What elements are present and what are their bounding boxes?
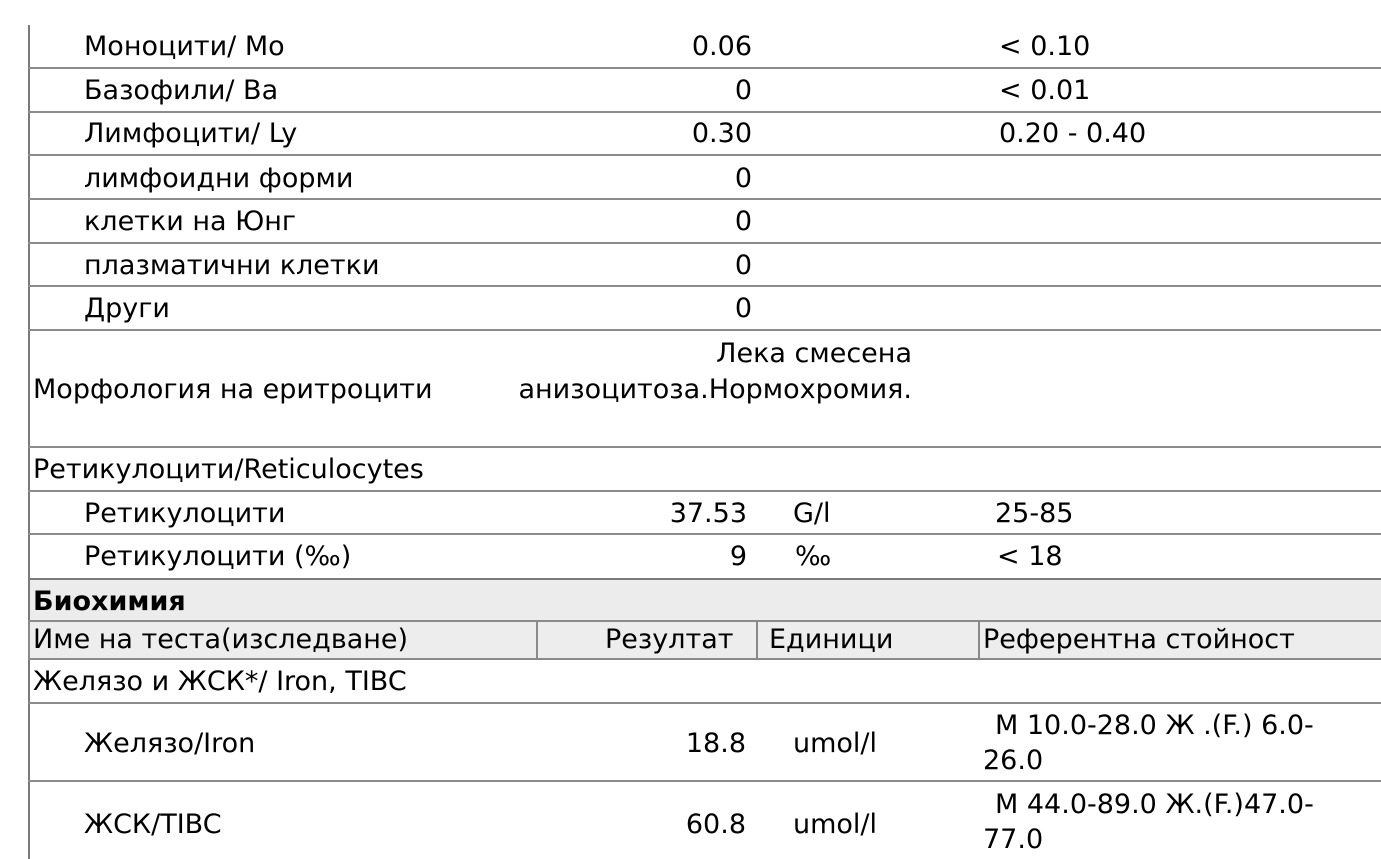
test-result: 0 <box>734 206 752 237</box>
test-reference: < 18 <box>997 541 1063 572</box>
test-reference-line1: М 44.0-89.0 Ж.(F.)47.0- <box>995 789 1314 820</box>
test-name: Морфология на еритроцити <box>33 374 433 405</box>
column-header-result-label: Резултат <box>605 624 734 655</box>
row-divider <box>28 533 1381 535</box>
test-result: 9 <box>729 541 747 572</box>
test-result: 0.06 <box>691 31 752 62</box>
group-title: Желязо и ЖСК*/ Iron, TIBC <box>33 666 407 697</box>
test-unit: ‰ <box>795 541 832 572</box>
test-result: 0 <box>734 293 752 324</box>
test-name: Други <box>84 293 170 324</box>
section-title: Биохимия <box>33 586 186 617</box>
test-name: Ретикулоцити (‰) <box>84 541 352 572</box>
table-left-border-lower <box>28 660 30 859</box>
test-reference: 25-85 <box>995 498 1074 529</box>
row-divider <box>28 285 1381 287</box>
test-result-line2: анизоцитоза.Нормохромия. <box>518 374 912 405</box>
test-result: 0.30 <box>691 118 752 149</box>
test-name: ЖСК/TIBC <box>84 809 222 840</box>
test-name: лимфоидни форми <box>84 163 354 194</box>
column-header-test-label: Име на теста(изследване) <box>33 624 409 655</box>
column-header-units-label: Единици <box>769 624 894 655</box>
row-divider <box>28 198 1381 200</box>
test-name: плазматични клетки <box>84 250 380 281</box>
test-result-line1: Лека смесена <box>716 338 912 369</box>
test-reference-line2: 77.0 <box>983 824 1044 855</box>
row-divider <box>28 154 1381 156</box>
row-divider <box>28 329 1381 331</box>
group-title: Ретикулоцити/Reticulocytes <box>33 454 424 485</box>
test-reference-line2: 26.0 <box>983 745 1044 776</box>
table-left-border <box>28 25 30 578</box>
test-unit: umol/l <box>793 728 878 759</box>
test-name: Лимфоцити/ Ly <box>84 118 298 149</box>
test-reference: < 0.10 <box>999 31 1091 62</box>
test-name: Ретикулоцити <box>84 498 286 529</box>
row-divider <box>28 490 1381 492</box>
test-result: 0 <box>734 250 752 281</box>
test-reference-line1: М 10.0-28.0 Ж .(F.) 6.0- <box>995 710 1314 741</box>
test-unit: G/l <box>793 498 831 529</box>
test-result: 0 <box>734 75 752 106</box>
test-name: Моноцити/ Mo <box>84 31 285 62</box>
row-divider <box>28 111 1381 113</box>
row-divider <box>28 780 1381 782</box>
test-result: 60.8 <box>685 809 746 840</box>
test-result: 37.53 <box>669 498 747 529</box>
test-unit: umol/l <box>793 809 878 840</box>
test-name: клетки на Юнг <box>84 206 297 237</box>
test-result: 0 <box>734 163 752 194</box>
section-bar <box>28 578 1381 620</box>
row-divider <box>28 67 1381 69</box>
test-result: 18.8 <box>685 728 746 759</box>
row-divider <box>28 242 1381 244</box>
row-divider <box>28 702 1381 704</box>
column-header-reference-label: Референтна стойност <box>983 624 1295 655</box>
test-name: Базофили/ Ba <box>84 75 279 106</box>
row-divider <box>28 446 1381 448</box>
test-reference: 0.20 - 0.40 <box>999 118 1147 149</box>
test-reference: < 0.01 <box>999 75 1091 106</box>
test-name: Желязо/Iron <box>84 728 256 759</box>
